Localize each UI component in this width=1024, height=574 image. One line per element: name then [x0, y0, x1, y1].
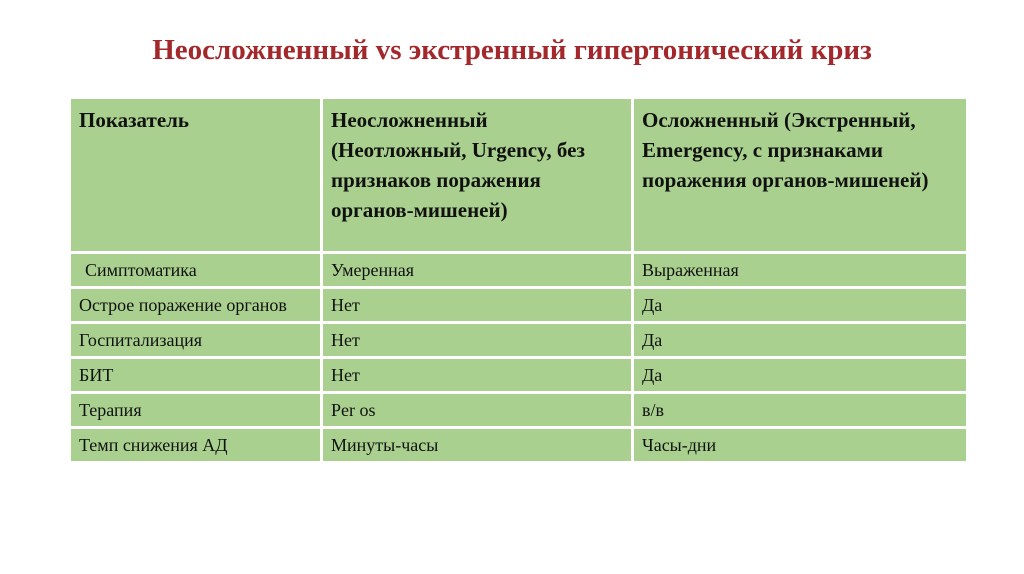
row-label: Острое поражение органов	[70, 288, 322, 323]
row-value-uncomplicated: Per os	[322, 393, 633, 428]
header-uncomplicated: Неосложненный (Неотложный, Urgency, без признаков поражения органов-мишеней)	[322, 98, 633, 253]
row-value-uncomplicated: Умеренная	[322, 253, 633, 288]
header-indicator: Показатель	[70, 98, 322, 253]
table-row	[70, 288, 968, 323]
table-row	[70, 253, 968, 288]
table-row	[70, 358, 968, 393]
row-value-complicated: Да	[633, 358, 968, 393]
row-label: БИТ	[70, 358, 322, 393]
row-value-uncomplicated: Нет	[322, 323, 633, 358]
header-complicated: Осложненный (Экстренный, Emergency, с признаками поражения органов-мишеней)	[633, 98, 968, 253]
row-value-complicated: Да	[633, 288, 968, 323]
row-label: Терапия	[70, 393, 322, 428]
row-value-complicated: в/в	[633, 393, 968, 428]
row-value-uncomplicated: Нет	[322, 358, 633, 393]
row-value-complicated: Да	[633, 323, 968, 358]
row-value-complicated: Часы-дни	[633, 428, 968, 463]
row-label: Темп снижения АД	[70, 428, 322, 463]
slide-title: Неосложненный vs экстренный гипертонический криз	[152, 34, 872, 66]
row-label: Госпитализация	[70, 323, 322, 358]
table-header-row	[70, 98, 968, 253]
table-row	[70, 323, 968, 358]
row-value-uncomplicated: Нет	[322, 288, 633, 323]
table-row	[70, 428, 968, 463]
comparison-table	[68, 96, 969, 464]
table-row	[70, 393, 968, 428]
row-value-uncomplicated: Минуты-часы	[322, 428, 633, 463]
row-label: Симптоматика	[70, 253, 322, 288]
row-value-complicated: Выраженная	[633, 253, 968, 288]
